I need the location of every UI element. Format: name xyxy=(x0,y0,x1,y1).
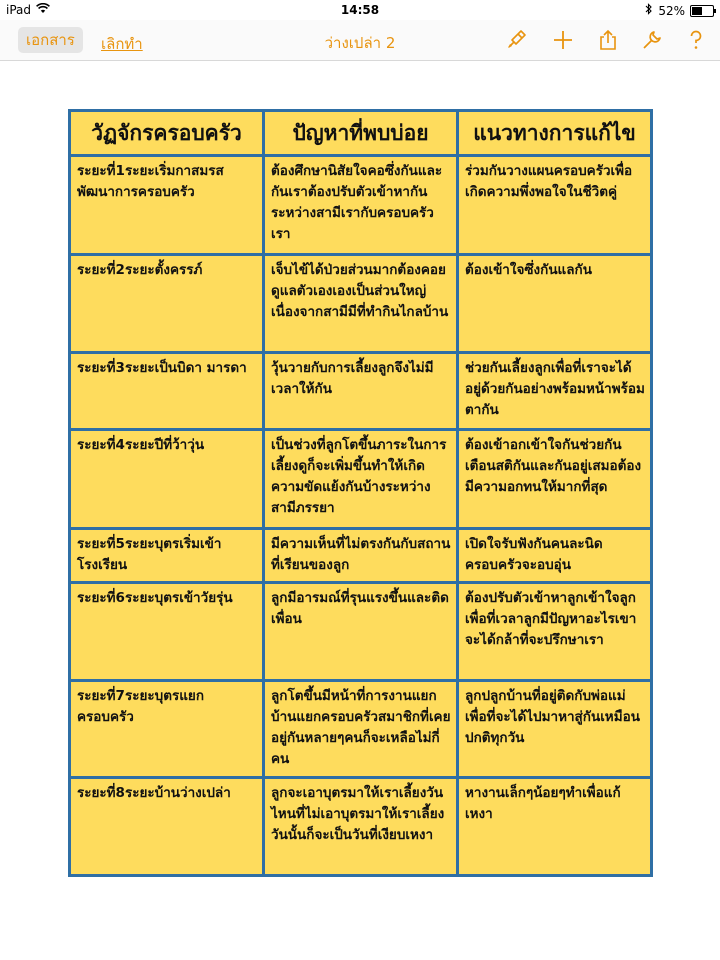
table-row xyxy=(70,529,652,583)
document-canvas[interactable] xyxy=(0,61,720,960)
table-cell[interactable]: ระยะที่4ระยะปีที่ว้าวุ่น xyxy=(70,430,264,529)
document-title[interactable]: ว่างเปล่า 2 xyxy=(324,34,396,52)
undo-button[interactable]: เลิกทำ xyxy=(101,35,143,53)
status-bar xyxy=(0,0,720,20)
help-icon[interactable] xyxy=(685,29,707,51)
header-cell[interactable]: วัฏจักรครอบครัว xyxy=(70,111,264,156)
table-cell[interactable]: ช่วยกันเลี้ยงลูกเพื่อที่เราจะได้อยู่ด้วยกันอย่างพร้อมหน้าพร้อมตากัน xyxy=(458,353,652,430)
table-cell[interactable]: ร่วมกันวางแผนครอบครัวเพื่อเกิดความพึ่งพอใจในชีวิตคู่ xyxy=(458,156,652,255)
documents-button[interactable]: เอกสาร xyxy=(18,27,83,53)
table-cell[interactable]: ต้องเข้าใจซึ่งกันแลกัน xyxy=(458,255,652,353)
table-cell[interactable]: เปิดใจรับฟังกันคนละนิดครอบครัวจะอบอุ่น xyxy=(458,529,652,583)
status-time: 14:58 xyxy=(340,3,380,17)
table-cell[interactable]: ระยะที่5ระยะบุตรเริ่มเข้าโรงเรียน xyxy=(70,529,264,583)
table-row xyxy=(70,430,652,529)
table-cell[interactable]: มีความเห็นที่ไม่ตรงกันกับสถานที่เรียนของลูก xyxy=(264,529,458,583)
table-cell[interactable]: ระยะที่3ระยะเป็นบิดา มารดา xyxy=(70,353,264,430)
table-row xyxy=(70,681,652,778)
table-cell[interactable]: ระยะที่2ระยะตั้งครรภ์ xyxy=(70,255,264,353)
table-cell[interactable]: ลูกมีอารมณ์ที่รุนแรงขึ้นและติดเพื่อน xyxy=(264,583,458,681)
toolbar xyxy=(0,20,720,61)
table-cell[interactable]: ลูกโตขึ้นมีหน้าที่การงานแยกบ้านแยกครอบครัวสมาชิกที่เคยอยู่กันหลายๆคนก็จะเหลือไม่กี่คน xyxy=(264,681,458,778)
format-brush-icon[interactable] xyxy=(505,29,527,51)
device-label: iPad xyxy=(6,3,32,17)
battery-icon xyxy=(690,5,714,17)
table-row xyxy=(70,156,652,255)
table-cell[interactable]: หางานเล็กๆน้อยๆทำเพื่อแก้เหงา xyxy=(458,778,652,876)
table-row xyxy=(70,583,652,681)
wrench-icon[interactable] xyxy=(641,29,663,51)
battery-fill xyxy=(692,7,702,15)
plus-icon[interactable] xyxy=(552,29,574,51)
table-cell[interactable]: ต้องเข้าอกเข้าใจกันช่วยกันเตือนสติกันและกันอยู่เสมอต้องมีความอกทนให้มากที่สุด xyxy=(458,430,652,529)
table-cell[interactable]: ต้องปรับตัวเข้าหาลูกเข้าใจลูกเพื่อที่เวลาลูกมีปัญหาอะไรเขาจะได้กล้าที่จะปรึกษาเรา xyxy=(458,583,652,681)
table-cell[interactable]: ระยะที่6ระยะบุตรเข้าวัยรุ่น xyxy=(70,583,264,681)
table-cell[interactable]: ระยะที่7ระยะบุตรแยกครอบครัว xyxy=(70,681,264,778)
header-cell[interactable]: ปัญหาที่พบบ่อย xyxy=(264,111,458,156)
table-header-row xyxy=(70,111,652,156)
table-cell[interactable]: ระยะที่1ระยะเริ่มกาสมรสพัฒนาการครอบครัว xyxy=(70,156,264,255)
share-icon[interactable] xyxy=(597,29,619,51)
table-cell[interactable]: เป็นช่วงที่ลูกโตขึ้นภาระในการเลี้ยงดูก็จะเพิ่มขึ้นทำให้เกิดความขัดแย้งกันบ้างระหว่างสามีภรรยา xyxy=(264,430,458,529)
battery-percent: 52% xyxy=(658,3,685,18)
table-row xyxy=(70,255,652,353)
table-cell[interactable]: ลูกปลูกบ้านที่อยู่ติดกับพ่อแม่เพื่อที่จะได้ไปมาหาสู่กันเหมือนปกติทุกวัน xyxy=(458,681,652,778)
table-cell[interactable]: ระยะที่8ระยะบ้านว่างเปล่า xyxy=(70,778,264,876)
table-cell[interactable]: ลูกจะเอาบุตรมาให้เราเลี้ยงวันไหนที่ไม่เอาบุตรมาให้เราเลี้ยงวันนั้นก็จะเป็นวันที่เงียบเหงา xyxy=(264,778,458,876)
table-row xyxy=(70,353,652,430)
table-cell[interactable]: วุ้นวายกับการเลี้ยงลูกจึงไม่มีเวลาให้กัน xyxy=(264,353,458,430)
table-cell[interactable]: ต้องศึกษานิสัยใจคอซึ่งกันและกันเราต้องปรับตัวเข้าหากันระหว่างสามีเรากับครอบครัวเรา xyxy=(264,156,458,255)
bluetooth-icon xyxy=(645,3,653,18)
table-cell[interactable]: เจ็บไข้ได้ป่วยส่วนมากต้องคอยดูแลตัวเองเองเป็นส่วนใหญ่เนื่องจากสามีมีที่ทำกินไกลบ้าน xyxy=(264,255,458,353)
status-right xyxy=(645,3,714,18)
table-row xyxy=(70,778,652,876)
family-cycle-table[interactable] xyxy=(68,109,653,877)
header-cell[interactable]: แนวทางการแก้ไข xyxy=(458,111,652,156)
